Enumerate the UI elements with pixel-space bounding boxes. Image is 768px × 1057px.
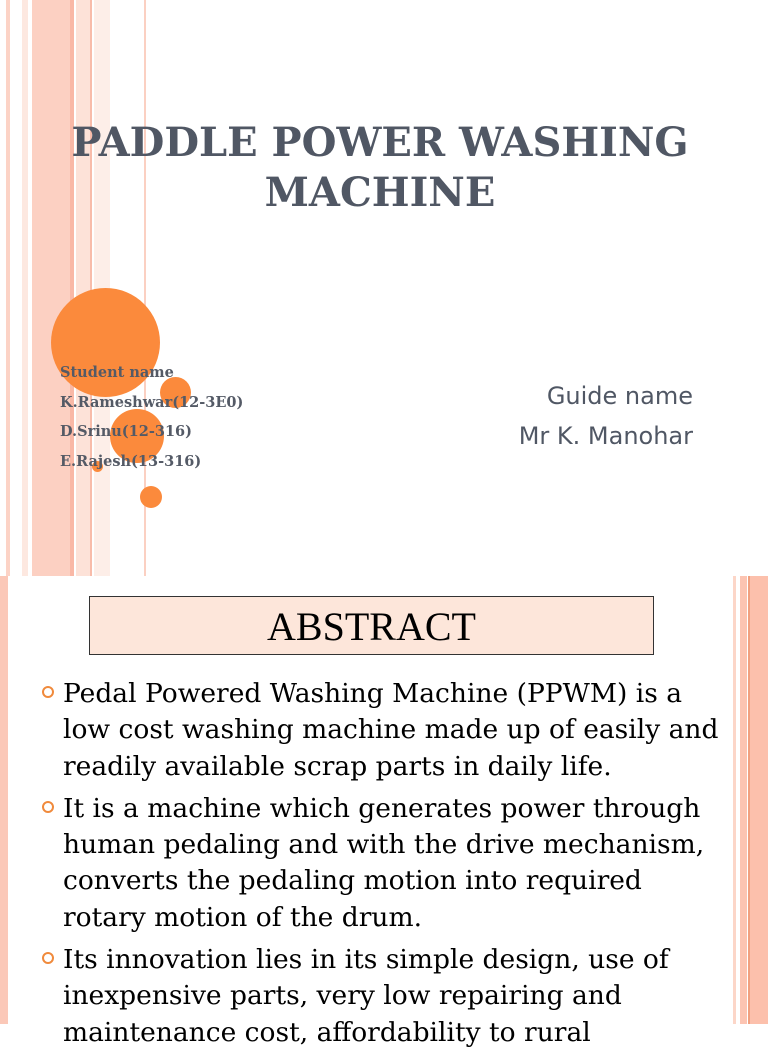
decor-stripe — [90, 0, 92, 576]
bullet-text: Its innovation lies in its simple design, use of inexpensive parts, very low repairing and maintenance cost, affordability to rural — [63, 944, 669, 1048]
bullet-circle-icon — [42, 686, 54, 698]
slide-title: PADDLE POWER WASHING MACHINE — [71, 119, 689, 216]
guide-block — [519, 376, 693, 456]
decor-stripe — [750, 576, 768, 1024]
decor-stripe — [6, 0, 10, 576]
bullet-text: Pedal Powered Washing Machine (PPWM) is a low cost washing machine made up of easily and readily available scrap parts in daily life. — [63, 678, 719, 782]
decor-circle — [140, 486, 162, 508]
bullet-item — [40, 791, 730, 936]
bullet-circle-icon — [42, 952, 54, 964]
guide-label: Guide name — [546, 382, 693, 410]
bullet-circle-icon — [42, 801, 54, 813]
student-name: E.Rajesh(13-316) — [60, 452, 202, 470]
bullet-item — [40, 942, 730, 1051]
decor-stripe — [740, 576, 747, 1024]
decor-stripe — [22, 0, 28, 576]
abstract-slide — [0, 576, 768, 1048]
students-label: Student name — [60, 364, 174, 381]
student-list — [60, 358, 243, 476]
bullet-list — [40, 676, 730, 1057]
decor-stripe — [733, 576, 736, 1024]
student-name: K.Rameshwar(12-3E0) — [60, 393, 244, 411]
decor-stripe — [76, 0, 90, 576]
decor-stripe — [32, 0, 70, 576]
guide-name: Mr K. Manohar — [518, 422, 693, 450]
abstract-heading: ABSTRACT — [89, 596, 654, 655]
decor-stripe — [70, 0, 74, 576]
bullet-text: It is a machine which generates power through human pedaling and with the drive mechanism, converts the pedaling motion into required rotary motion of the drum. — [63, 792, 705, 933]
decor-stripe — [0, 576, 8, 1024]
bullet-item — [40, 676, 730, 785]
student-name: D.Srinu(12-316) — [60, 423, 192, 440]
